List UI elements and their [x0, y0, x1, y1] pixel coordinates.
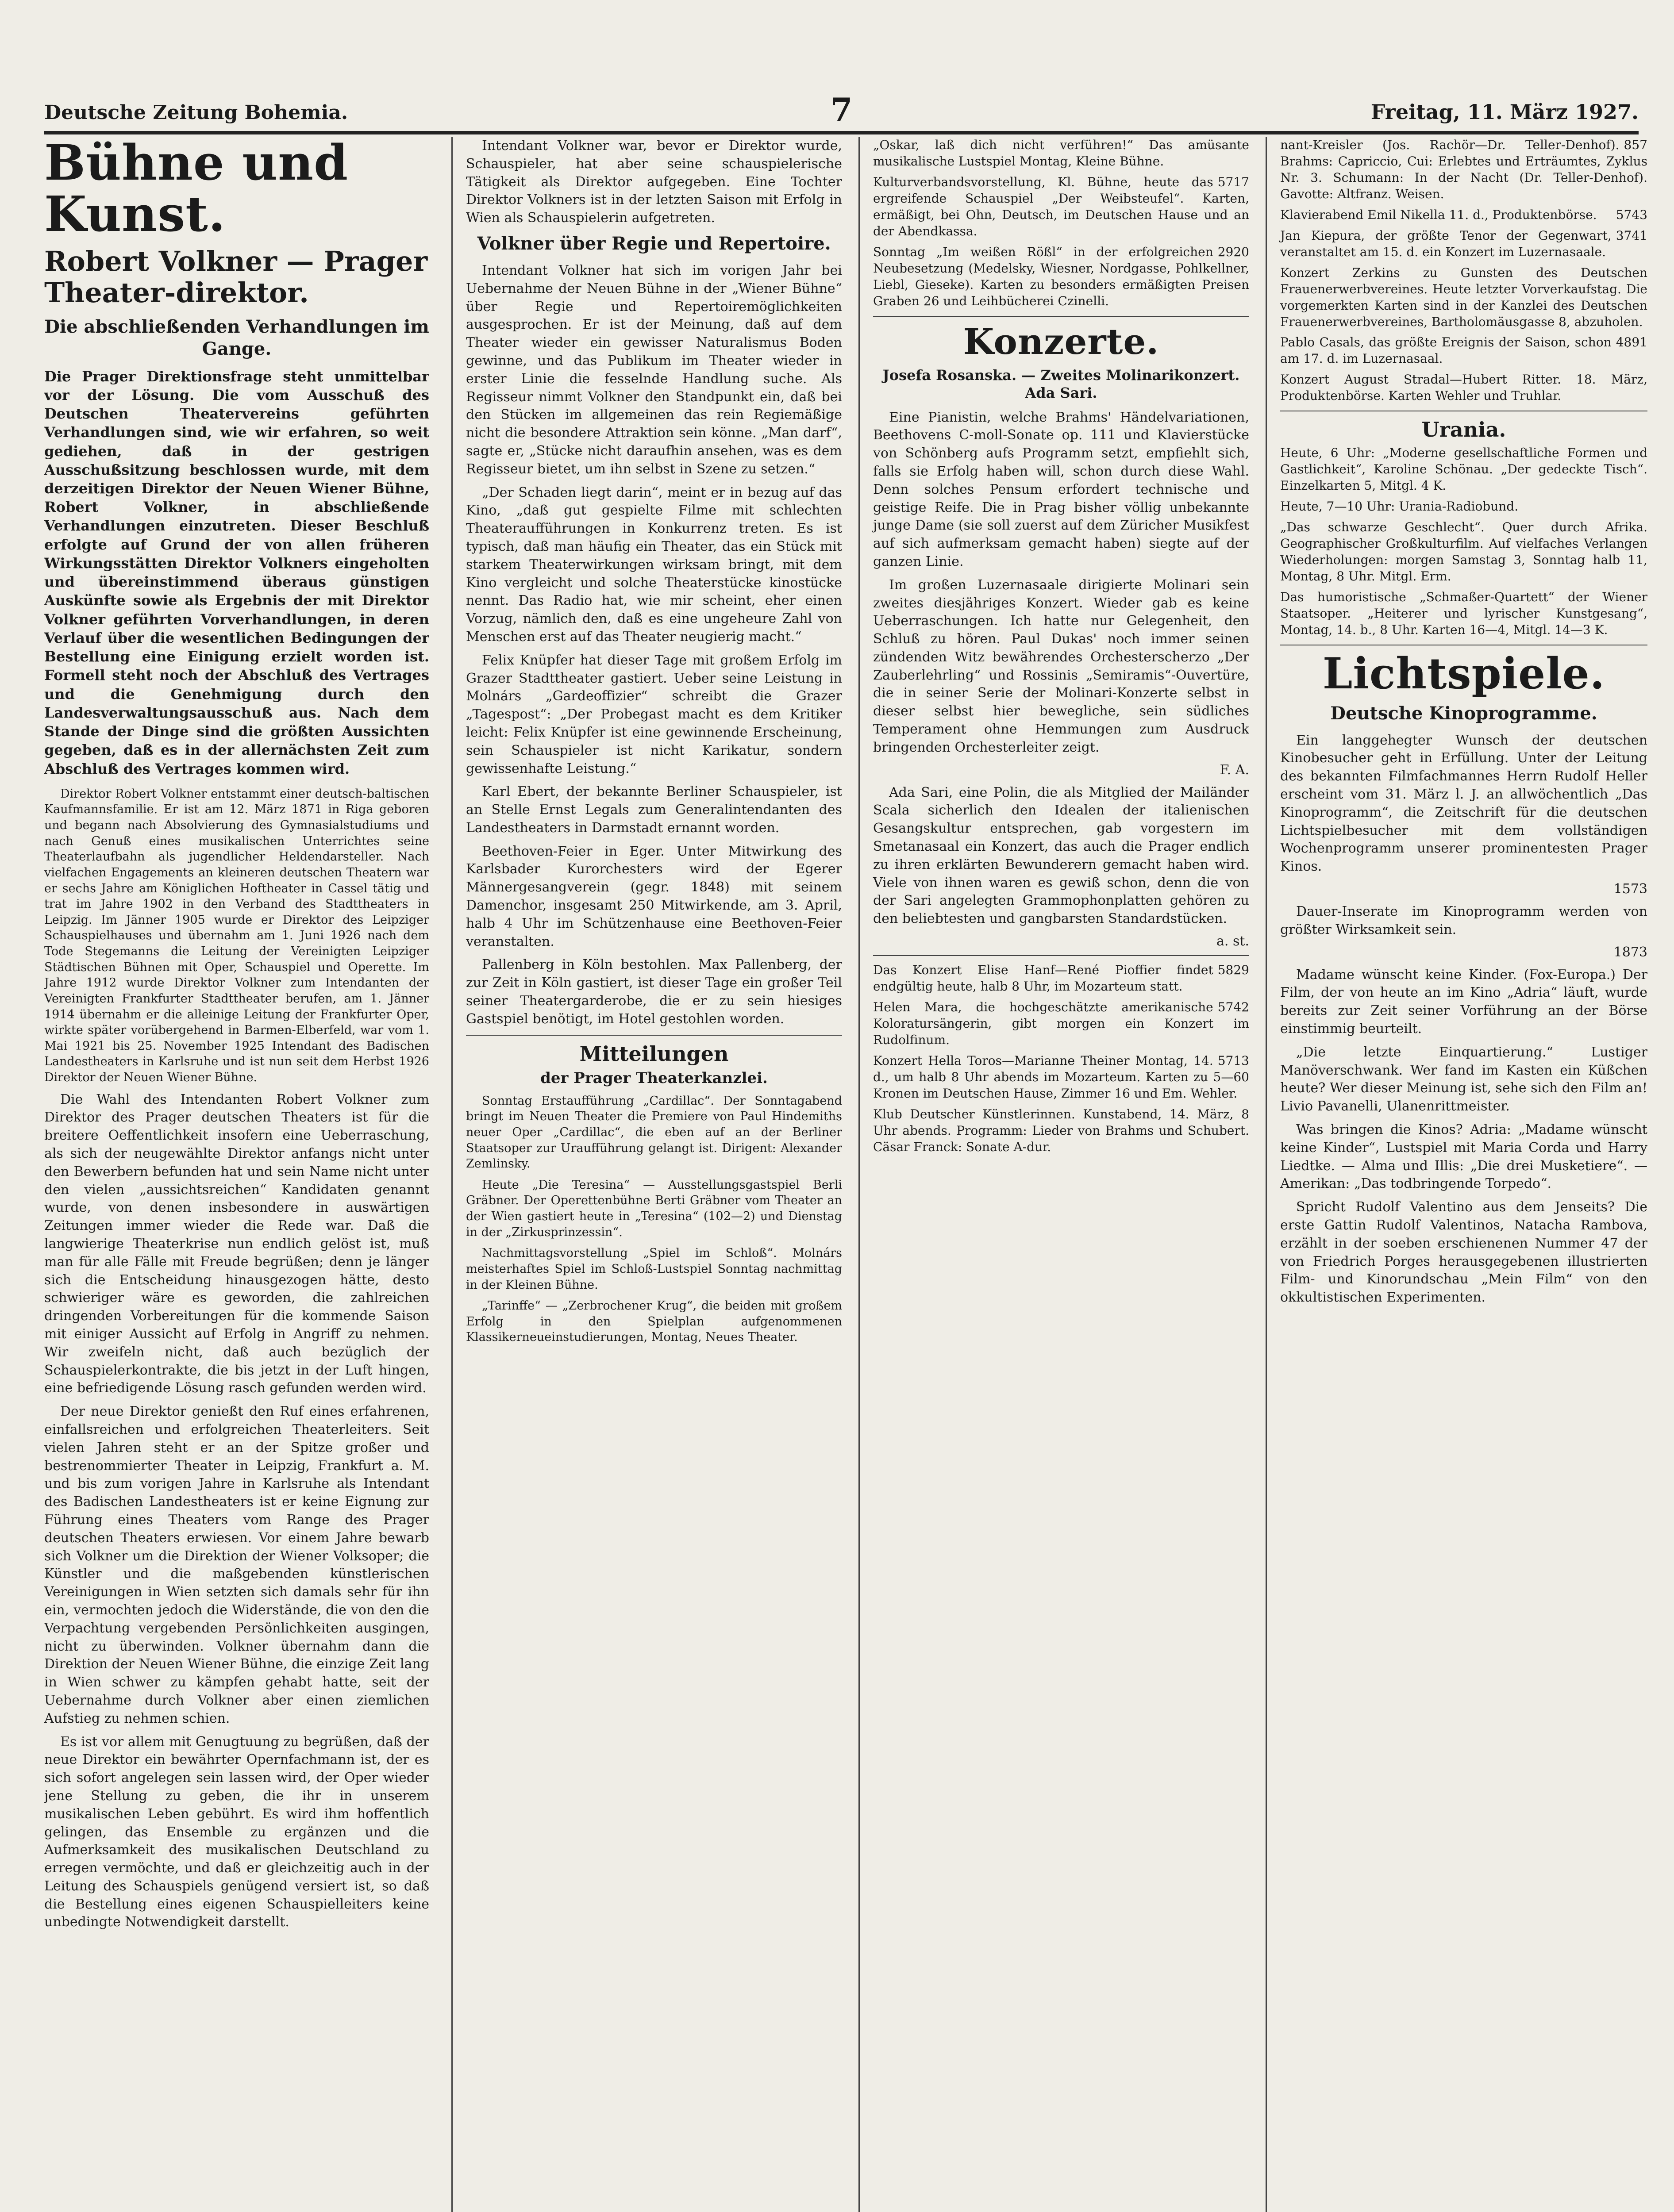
ad-text: Konzert August Stradal—Hubert Ritter. 18. März, Produktenbörse. Karten Wehler und Truhlar.: [1280, 372, 1647, 403]
ad-number: 4891: [1616, 335, 1647, 350]
ad-text: Konzert Hella Toros—Marianne Theiner Montag, 14. d., um halb 8 Uhr abends im Mozarteum. Karten zu 5—60 Kronen im Deutschen Hause, Zimmer 16 und Em. Wehler.: [873, 1053, 1249, 1101]
article-subhead: Die abschließenden Verhandlungen im Gange.: [44, 316, 429, 359]
ad-number: 3741: [1616, 228, 1647, 243]
theatre-notice: [873, 174, 1249, 240]
kino-paragraph: Madame wünscht keine Kinder. (Fox-Europa.) Der Film, der von heute an im Kino „Adria“ läuft, wurde bereits zur Zeit seiner Vorführung an der Börse einstimmig beurteilt.: [1280, 967, 1647, 1037]
concert-ad: [873, 1106, 1249, 1156]
column-3: [858, 137, 1249, 2212]
ad-number: 857: [1624, 138, 1647, 152]
urania-heading: Urania.: [1421, 418, 1506, 442]
ad-text: Pablo Casals, das größte Ereignis der Saison, schon am 17. d. im Luzernasaal.: [1280, 335, 1612, 366]
lichtspiele-heading: Lichtspiele.: [1322, 648, 1605, 699]
ad-text: Das Konzert Elise Hanf—René Pioffier findet endgültig heute, halb 8 Uhr, im Mozarteum statt.: [873, 963, 1213, 994]
newspaper-page: [27, 75, 1647, 2212]
concert-ad: [873, 962, 1249, 995]
concert-ad: [1280, 265, 1647, 330]
article-paragraph: Die Wahl des Intendanten Robert Volkner zum Direktor des Prager deutschen Theaters ist für die breitere Oeffentlichkeit insofern eine Ueberraschung, als sich der neugewählte Direktor anfangs nicht unter den Bewerbern befunden hat und sein Name nicht unter den vielen „aussichtsreichen“ Kandidaten genannt wurde, von denen insbesondere in auswärtigen Zeitungen immer wieder die Rede war. Daß die langwierige Theaterkrise nun endlich gelöst ist, muß man für alle Fälle mit Freude begrüßen; denn je länger sich die Entscheidung hinausgezogen hätte, desto schwieriger wäre es geworden, die zahlreichen dringenden Vorbereitungen für die kommende Saison mit einiger Aussicht auf Erfolg in Angriff zu nehmen. Wir zweifeln nicht, daß auch bezüglich der Schauspielerkontrakte, die bis jetzt in der Luft hingen, eine befriedigende Lösung rasch gefunden werden wird.: [44, 1091, 429, 1396]
concert-ad: [873, 999, 1249, 1048]
article-paragraph: Felix Knüpfer hat dieser Tage mit großem Erfolg im Grazer Stadttheater gastiert. Ueber seine Leistung in Molnárs „Gardeoffizier“ schreibt die Grazer „Tagespost“: „Der Probegast macht es dem Kritiker leicht: Felix Knüpfer ist eine gewinnende Erscheinung, sein Schauspieler ist nicht Karikatur, sondern gewissenhafte Leistung.“: [466, 652, 842, 776]
review-paragraph: Im großen Luzernasaale dirigierte Molinari sein zweites diesjähriges Konzert. Wieder gab es keine Ueberraschungen. Ich hatte nur Gelegenheit, den Schluß zu hören. Paul Dukas' noch immer seinen zündenden Witz bewährendes Orchesterscherzo „Der Zauberlehrling“ und Rossinis „Semiramis“-Ouvertüre, die in seiner Serie der Molinari-Konzerte selbst in dieser selbst hier bewegliche, sein südliches Temperament ohne Hemmungen zum Ausdruck bringenden Orchesterleiter zeigt.: [873, 577, 1249, 755]
ad-text: Helen Mara, die hochgeschätzte amerikanische Koloratursängerin, gibt morgen ein Konzert im Rudolfinum.: [873, 999, 1249, 1047]
theatre-notice: „Oskar, laß dich nicht verführen!“ Das amüsante musikalische Lustspiel Montag, Kleine Bühne.: [873, 138, 1249, 169]
article-lead: Die Prager Direktionsfrage steht unmittelbar vor der Lösung. Die vom Ausschuß des Deutschen Theatervereins geführten Verhandlungen sind, wie wir erfahren, so weit gediehen, daß in der gestrigen Ausschußsitzung beschlossen wurde, mit dem derzeitigen Direktor der Neuen Wiener Bühne, Robert Volkner, in abschließende Verhandlungen einzutreten. Dieser Beschluß erfolgte auf Grund der von allen früheren Wirkungsstätten Direktor Volkners eingeholten und übereinstimmend überaus günstigen Auskünfte sowie als Ergebnis der mit Direktor Volkner geführten Vorverhandlungen, in deren Verlauf über die wesentlichen Bedingungen der Bestellung eine Einigung erzielt worden ist. Formell steht noch der Abschluß des Vertrages und die Genehmigung durch den Landesverwaltungsausschuß aus. Nach dem Stande der Dinge sind die größten Aussichten gegeben, daß es in der allernächsten Zeit zum Abschluß des Vertrages kommen wird.: [44, 368, 429, 777]
concerts-heading: Konzerte.: [963, 320, 1159, 362]
concert-ad: [1280, 207, 1647, 223]
kino-number: 1573: [1613, 881, 1647, 897]
urania-item: Das humoristische „Schmaßer-Quartett“ der Wiener Staatsoper. „Heiterer und lyrischer Kunstgesang“, Montag, 14. b., 8 Uhr. Karten 16—4, Mitgl. 14—3 K.: [1280, 589, 1647, 637]
article-paragraph: Karl Ebert, der bekannte Berliner Schauspieler, ist an Stelle Ernst Legals zum Generalintendanten des Landestheaters in Darmstadt ernannt worden.: [466, 784, 842, 836]
concert-ad: [1280, 372, 1647, 404]
review-paragraph: Ada Sari, eine Polin, die als Mitglied der Mailänder Scala sicherlich den Idealen der italienischen Gesangskultur entsprechen, gab vorgestern im Smetanasaal ein Konzert, das auch die Prager endlich zu ihren erklärten Bewunderern gemacht haben wird. Viele von ihnen waren es gewiß schon, denn die von der Sari angelegten Grammophonplatten gehören zu den beliebtesten und gangbarsten Standardstücken.: [873, 784, 1249, 927]
kino-paragraph: Was bringen die Kinos? Adria: „Madame wünscht keine Kinder“, Lustspiel mit Maria Corda und Harry Liedtke. — Alma und Illis: „Die drei Musketiere“. — Amerikan: „Das todbringende Torpedo“.: [1280, 1121, 1647, 1192]
concert-ad: [1280, 137, 1647, 203]
divider: [873, 955, 1249, 956]
kino-paragraph: Dauer-Inserate im Kinoprogramm werden von größter Wirksamkeit sein.: [1280, 903, 1647, 937]
notice-item: Heute „Die Teresina“ — Ausstellungsgastspiel Berli Gräbner. Der Operettenbühne Berti Gräbner vom Theater an der Wien gastiert heute in „Teresina“ (102—2) und Dienstag in der „Zirkusprinzessin“.: [466, 1178, 842, 1239]
masthead: Deutsche Zeitung Bohemia.: [44, 101, 348, 124]
ad-number: 5829: [1217, 963, 1249, 978]
notice-heading: Mitteilungen: [579, 1041, 729, 1066]
urania-item: Heute, 6 Uhr: „Moderne gesellschaftliche Formen und Gastlichkeit“, Karoline Schönau. „Der gedeckte Tisch“. Einzelkarten 5, Mitgl. 4 K.: [1280, 445, 1647, 493]
theatre-notice: [873, 244, 1249, 310]
column-2: [451, 137, 842, 2212]
notice-item: Nachmittagsvorstellung „Spiel im Schloß“. Molnárs meisterhaftes Spiel im Schloß-Lustspiel Sonntag nachmittag in der Kleinen Bühne.: [466, 1246, 842, 1292]
notice-text: Sonntag „Im weißen Rößl“ in der erfolgreichen Neubesetzung (Medelsky, Wiesner, Nordgasse, Pohlkellner, Liebl, Gieseke). Karten zu besonders ermäßigten Preisen Graben 26 und Leihbücherei Czinelli.: [873, 244, 1249, 308]
ad-number: 5742: [1217, 999, 1249, 1014]
kino-paragraph: Spricht Rudolf Valentino aus dem Jenseits? Die erste Gattin Rudolf Valentinos, Natacha Rambova, erzählt in der soeben erschienenen Nummer 47 der von Friedrich Porges herausgegebenen illustrierten Film- und Kinorundschau „Mein Film“ von den okkultistischen Experimenten.: [1280, 1199, 1647, 1306]
notice-number: 5717: [1217, 174, 1249, 189]
article-paragraph: Pallenberg in Köln bestohlen. Max Pallenberg, der zur Zeit in Köln gastiert, ist dieser Tage ein großer Teil seiner Theatergarderobe, die er zu sein hiesiges Gastspiel benötigt, im Hotel gestohlen worden.: [466, 957, 842, 1027]
article-paragraph: Direktor Robert Volkner entstammt einer deutsch-baltischen Kaufmannsfamilie. Er ist am 12. März 1871 in Riga geboren und begann nach Absolvierung des Gymnasialstudiums und nach Genuß eines musikalischen Unterrichtes seine Theaterlaufbahn als jugendlicher Heldendarsteller. Nach vielfachen Engagements an kleineren deutschen Theatern war er sechs Jahre am Königlichen Hoftheater in Cassel tätig und trat im Jahre 1902 in den Verband des Stadttheaters in Leipzig. Im Jänner 1905 wurde er Direktor des Leipziger Schauspielhauses und übernahm am 1. Juni 1926 nach dem Tode Stegemanns die Leitung der Vereinigten Leipziger Städtischen Bühnen mit Oper, Schauspiel und Operette. Im Jahre 1912 wurde Direktor Volkner zum Intendanten der Vereinigten Frankfurter Stadttheater berufen, am 1. Jänner 1914 übernahm er die alleinige Leitung der Frankfurter Oper, wirkte später vorübergehend in Barmen-Elberfeld, war vom 1. Mai 1921 bis 25. November 1925 Intendant des Badischen Landestheaters in Karlsruhe und ist nun seit dem Herbst 1926 Direktor der Neuen Wiener Bühne.: [44, 787, 429, 1084]
concert-ad: [873, 1053, 1249, 1102]
kino-paragraph: Ein langgehegter Wunsch der deutschen Kinobesucher geht in Erfüllung. Unter der Leitung des bekannten Filmfachmannes Herrn Rudolf Heller erscheint vom 31. März l. J. an allwöchentlich „Das Kinoprogramm“, die Zeitschrift für die deutschen Lichtspielbesucher mit dem vollständigen Wochenprogramm unserer prominentesten Prager Kinos.: [1280, 732, 1647, 875]
article-paragraph: Der neue Direktor genießt den Ruf eines erfahrenen, einfallsreichen und erfolgreichen Theaterleiters. Seit vielen Jahren steht er an der Spitze großer und bestrenommierter Theater in Leipzig, Frankfurt a. M. und bis zum vorigen Jahre in Karlsruhe als Intendant des Badischen Landestheaters ist er keine Eignung zur Führung eines Theaters vom Range des Prager deutschen Theaters erwiesen. Vor einem Jahre bewarb sich Volkner um die Direktion der Wiener Volksoper; die Künstler und die maßgebenden künstlerischen Vereinigungen in Wien setzten sich damals sehr für ihn ein, vermochten jedoch die Widerstände, die von den die Verpachtung vergebenden Persönlichkeiten ausgingen, nicht zu überwinden. Volkner übernahm dann die Direktion der Neuen Wiener Bühne, die einzige Zeit lang in Wien schwer zu kämpfen gehabt hatte, seit der Uebernahme durch Volkner aber einen ziemlichen Aufstieg zu nehmen schien.: [44, 1404, 429, 1726]
page-number: 7: [830, 91, 853, 128]
notice-item: Sonntag Erstaufführung „Cardillac“. Der Sonntagabend bringt im Neuen Theater die Premiere von Paul Hindemiths neuer Oper „Cardillac“, die eben auf an der Berliner Staatsoper zur Uraufführung gelangt ist. Dirigent: Alexander Zemlinsky.: [466, 1094, 842, 1171]
concert-ad: [1280, 334, 1647, 367]
section-heading: Volkner über Regie und Repertoire.: [477, 233, 831, 254]
review-paragraph: Eine Pianistin, welche Brahms' Händelvariationen, Beethovens C-moll-Sonate op. 111 und Klavierstücke von Schönberg aufs Programm setzt, empfiehlt sich, falls sie Erfolg haben will, schon durch diese Wahl. Denn solches Pensum erfordert technische und geistige Reife. Die in Prag bisher völlig unbekannte junge Dame (sie soll zuerst auf dem Züricher Musikfest auf sich aufmerksam gemacht haben) siegte auf der ganzen Linie.: [873, 409, 1249, 569]
concerts-subheading: Josefa Rosanska. — Zweites Molinarikonzert. Ada Sari.: [882, 366, 1240, 401]
notice-subheading: der Prager Theaterkanzlei.: [540, 1069, 768, 1087]
ad-text: Klub Deutscher Künstlerinnen. Kunstabend, 14. März, 8 Uhr abends. Programm: Lieder von Brahms und Schubert. Cäsar Franck: Sonate A-dur.: [873, 1106, 1249, 1154]
article-paragraph: Intendant Volkner war, bevor er Direktor wurde, Schauspieler, hat aber seine schauspielerische Tätigkeit als Direktor aufgegeben. Eine Tochter Direktor Volkners ist in der letzten Saison mit Erfolg in Wien als Schauspielerin aufgetreten.: [466, 138, 842, 226]
urania-item: Heute, 7—10 Uhr: Urania-Radiobund.: [1280, 499, 1519, 514]
article-paragraph: Intendant Volkner hat sich im vorigen Jahr bei Uebernahme der Neuen Bühne in der „Wiener Bühne“ über Regie und Repertoiremöglichkeiten ausgesprochen. Er ist der Meinung, daß auf dem Theater wieder ein gewisser Naturalismus Boden gewinne, und das Publikum im Theater wieder in erster Linie die fesselnde Handlung suche. Als Regisseur nimmt Volkner den Standpunkt ein, daß bei den Stücken im allgemeinen das rein Regiemäßige nicht die besondere Attraktion sein könne. „Man darf“, sagte er, „Stücke nicht daraufhin ansehen, was es dem Regisseur bietet, um ihn selbst in Szene zu setzen.“: [466, 262, 842, 477]
concert-ad: [1280, 228, 1647, 261]
ad-number: 5713: [1217, 1053, 1249, 1068]
kino-paragraph: „Die letzte Einquartierung.“ Lustiger Manöverschwank. Wer fand im Kasten ein Küßchen heute? Wer dieser Meinung ist, sehe sich den Film an! Livio Pavanelli, Ulanenrittmeister.: [1280, 1044, 1647, 1114]
urania-item: „Das schwarze Geschlecht“. Quer durch Afrika. Geographischer Großkulturfilm. Auf vielfaches Verlangen Wiederholungen: morgen Samstag 3, Sonntag halb 11, Montag, 8 Uhr. Mitgl. Erm.: [1280, 520, 1647, 584]
notice-text: Kulturverbandsvorstellung, Kl. Bühne, heute das ergreifende Schauspiel „Der Weibsteufel“. Karten, ermäßigt, bei Ohn, Deutsch, im Deutschen Hause und an der Abendkassa.: [873, 174, 1249, 238]
column-4: [1266, 137, 1647, 2212]
section-title: Bühne und Kunst.: [44, 137, 349, 242]
kino-heading: Deutsche Kinoprogramme.: [1330, 703, 1597, 724]
notice-number: 2920: [1217, 244, 1249, 259]
article-headline: Robert Volkner — Prager Theater-direktor.: [44, 245, 428, 309]
article-paragraph: „Der Schaden liegt darin“, meint er in bezug auf das Kino, „daß gut gespielte Filme mit schlechten Theateraufführungen in Konkurrenz treten. Es ist typisch, daß man häufig ein Theater, das ein Stück mit starkem Theaterwirkungen wirksam bringt, mit dem Kino vergleicht und solche Theaterstücke kinostücke nennt. Das Radio hat, wie mir scheint, eher einen Vorzug, nämlich den, daß es eine ungeheure Zahl von Menschen erst auf das Theater neugierig macht.“: [466, 484, 842, 645]
review-signature: F. A.: [1220, 762, 1249, 778]
divider: [466, 1035, 842, 1036]
column-1: [44, 137, 429, 2212]
kino-number: 1873: [1613, 944, 1647, 960]
issue-date: Freitag, 11. März 1927.: [1370, 100, 1639, 124]
ad-text: nant-Kreisler (Jos. Rachör—Dr. Teller-Denhof). Brahms: Capriccio, Cui: Erlebtes und Erträumtes, Zyklus Nr. 3. Schumann: In der Nacht (Dr. Teller-Denhof). Gavotte: Altfranz. Weisen.: [1280, 138, 1647, 201]
ad-text: Konzert Zerkins zu Gunsten des Deutschen Frauenerwerbvereines. Heute letzter Vorverkaufstag. Die vorgemerkten Karten sind in der Kanzlei des Deutschen Frauenerwerbvereines, Bartholomäusgasse 8, abzuholen.: [1280, 265, 1647, 329]
ad-text: Klavierabend Emil Nikella 11. d., Produktenbörse.: [1280, 207, 1597, 222]
review-signature: a. st.: [1216, 933, 1249, 949]
page-header: [44, 75, 1639, 134]
article-paragraph: Beethoven-Feier in Eger. Unter Mitwirkung des Karlsbader Kurorchesters wird der Egerer Männergesangverein (gegr. 1848) mit seinem Damenchor, insgesamt 250 Mitwirkende, am 3. April, halb 4 Uhr im Schützenhause eine Beethoven-Feier veranstalten.: [466, 843, 842, 949]
ad-text: Jan Kiepura, der größte Tenor der Gegenwart, veranstaltet am 15. d. ein Konzert im Luzernasaale.: [1280, 228, 1612, 259]
ad-number: 5743: [1616, 207, 1647, 222]
notice-item: „Tarinffe“ — „Zerbrochener Krug“, die beiden mit großem Erfolg in den Spielplan aufgenommenen Klassikerneueinstudierungen, Montag, Neues Theater.: [466, 1299, 842, 1344]
divider: [873, 316, 1249, 317]
article-paragraph: Es ist vor allem mit Genugtuung zu begrüßen, daß der neue Direktor ein bewährter Opernfachmann ist, der es sich sofort angelegen sein lassen wird, der Oper wieder jene Stellung zu geben, die ihr in unserem musikalischen Leben gebührt. Es wird ihm hoffentlich gelingen, das Ensemble zu ergänzen und die Aufmerksamkeit des musikalischen Deutschland zu erregen vermöchte, und daß er gleichzeitig auch in der Leitung des Schauspiels genügend versiert ist, so daß die Bestellung eines eigenen Schauspielleiters keine unbedingte Notwendigkeit darstellt.: [44, 1734, 429, 1930]
